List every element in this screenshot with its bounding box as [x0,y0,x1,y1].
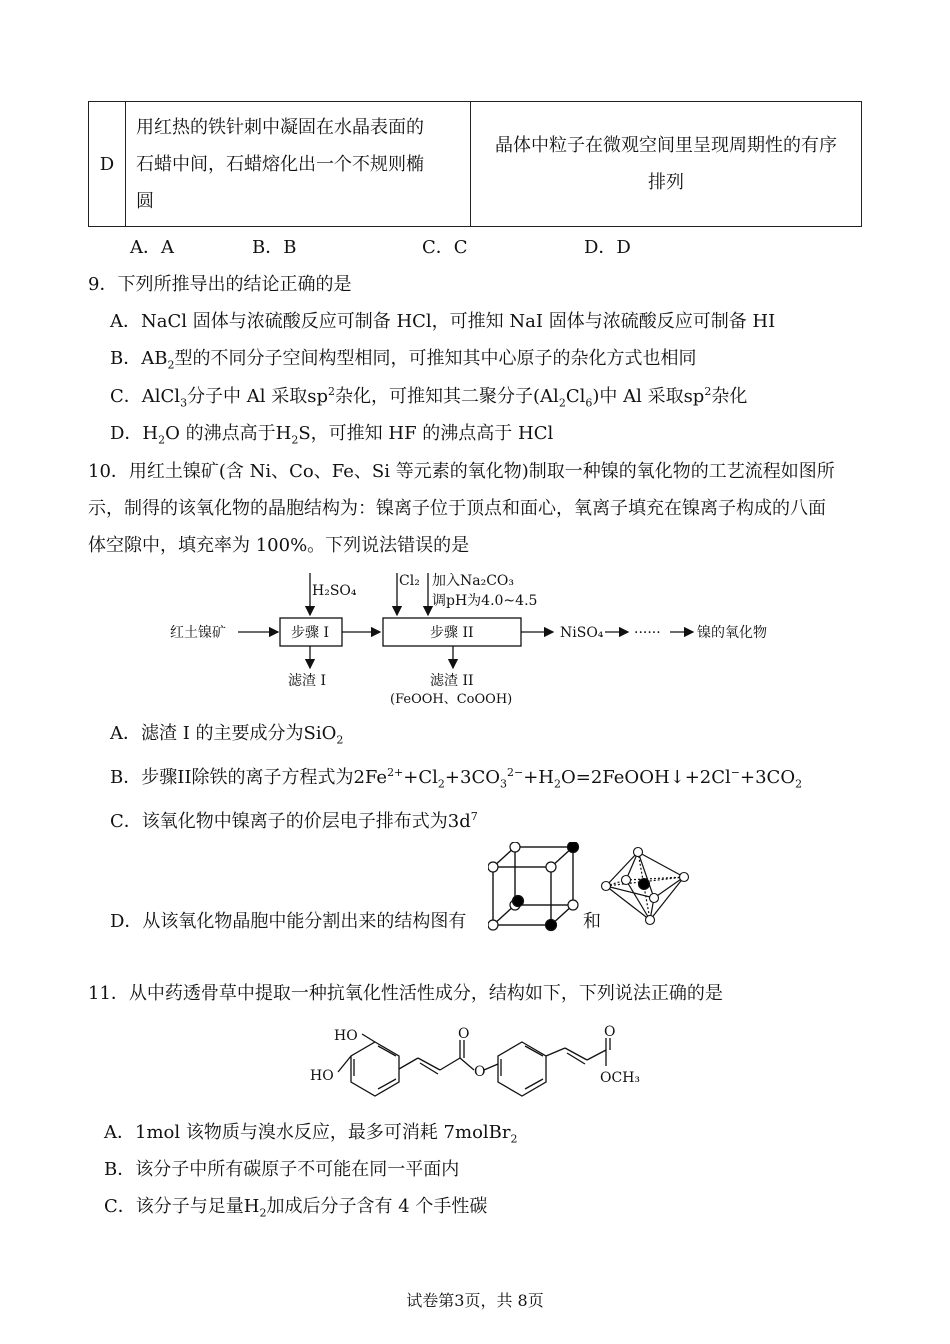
page-footer: 试卷第3页，共 8页 [406,1291,544,1310]
q11-option-a[interactable]: A．1mol 该物质与溴水反应，最多可消耗 7molBr$_2$ [104,1122,518,1146]
q9-option-d[interactable]: D．$H_2O$ 的沸点高于$H_2S$，可推知 HF 的沸点高于 HCl [110,423,554,447]
molecule-structure [300,1020,660,1100]
conclusion-line: 晶体中粒子在微观空间里呈现周期性的有序 [495,135,837,156]
process-flow-diagram [160,565,800,715]
reagent-na2co3: 加入Na₂CO₃ [432,573,515,589]
q8-option-d[interactable]: D．D [584,237,631,258]
experiment-line: 石蜡中间，石蜡熔化出一个不规则椭 [136,153,424,175]
conclusion-line: 排列 [648,172,684,193]
q10-option-c[interactable]: C．该氧化物中镍离子的价层电子排布式为$3d^7$ [110,810,478,832]
q9-option-c[interactable]: C．AlCl$_3$分子中 Al 采取$sp^2$杂化，可推知其二聚分子$(Al_2Cl_6)$中 Al 采取$sp^2$杂化 [110,385,748,410]
hydroxyl-label-1: HO [334,1028,358,1044]
option-table [88,101,862,227]
reagent-ph: 调pH为4.0~4.5 [432,593,538,609]
step2-label: 步骤 II [430,625,474,641]
table-row [89,102,862,227]
residue1-label: 滤渣 I [288,673,326,689]
q9-option-a[interactable]: A．NaCl 固体与浓硫酸反应可制备 HCl，可推知 NaI 固体与浓硫酸反应可制备 HI [110,311,776,332]
octahedron-structure-figure [598,846,694,926]
q10-stem-line1: 10．用红土镍矿(含 Ni、Co、Fe、Si 等元素的氧化物)制取一种镍的氧化物的工艺流程如图所 [88,461,835,482]
experiment-line: 圆 [136,190,154,212]
q11-option-b[interactable]: B．该分子中所有碳原子不可能在同一平面内 [104,1159,460,1180]
q11-option-c[interactable]: C．该分子与足量$H_2$加成后分子含有 4 个手性碳 [104,1196,488,1220]
ester-o: O [474,1064,486,1080]
final-product: 镍的氧化物 [697,625,767,641]
q11-stem: 11．从中药透骨草中提取一种抗氧化性活性成分，结构如下，下列说法正确的是 [88,983,723,1004]
q9-stem: 9．下列所推导出的结论正确的是 [88,274,352,295]
q10-option-b[interactable]: B．步骤II除铁的离子方程式为$2Fe^{2+}+Cl_2+3CO_3^{2-}+H_2O=2FeOOH↓+2Cl^-+3CO_2$ [110,766,803,791]
and-label: 和 [583,911,601,932]
q10-option-a[interactable]: A．滤渣 I 的主要成分为SiO$_2$ [110,723,344,747]
experiment-line: 用红热的铁针刺中凝固在水晶表面的 [136,116,424,138]
residue2-detail: (FeOOH、CoOOH) [390,692,513,707]
q8-option-c[interactable]: C．C [422,237,468,258]
product-niso4: NiSO₄ [560,625,604,641]
row-label: D [89,102,126,227]
ellipsis: ······ [634,625,661,641]
q8-option-b[interactable]: B．B [252,237,297,258]
step1-label: 步骤 I [291,625,329,641]
q8-option-a[interactable]: A．A [130,237,174,258]
experiment-cell [126,102,471,227]
hydroxyl-label-2: HO [310,1068,334,1084]
reagent-h2so4: H₂SO₄ [312,583,357,599]
q10-stem-line2: 示，制得的该氧化物的晶胞结构为：镍离子位于顶点和面心，氧离子填充在镍离子构成的八面 [88,498,826,519]
conclusion-cell [471,102,862,227]
carbonyl-o-1: O [458,1026,470,1042]
carbonyl-o-2: O [604,1024,616,1040]
reagent-cl2: Cl₂ [399,573,420,589]
methoxy-label: OCH₃ [600,1070,641,1086]
residue2-label: 滤渣 II [430,673,474,689]
q10-stem-line3: 体空隙中，填充率为 100%。下列说法错误的是 [88,535,470,556]
q9-option-b[interactable]: B．$AB_2$型的不同分子空间构型相同，可推知其中心原子的杂化方式也相同 [110,348,697,372]
q10-option-d[interactable]: D．从该氧化物晶胞中能分割出来的结构图有 [110,911,467,932]
q8-options [130,237,631,259]
cube-structure-figure [488,842,583,932]
raw-material: 红土镍矿 [170,625,226,641]
